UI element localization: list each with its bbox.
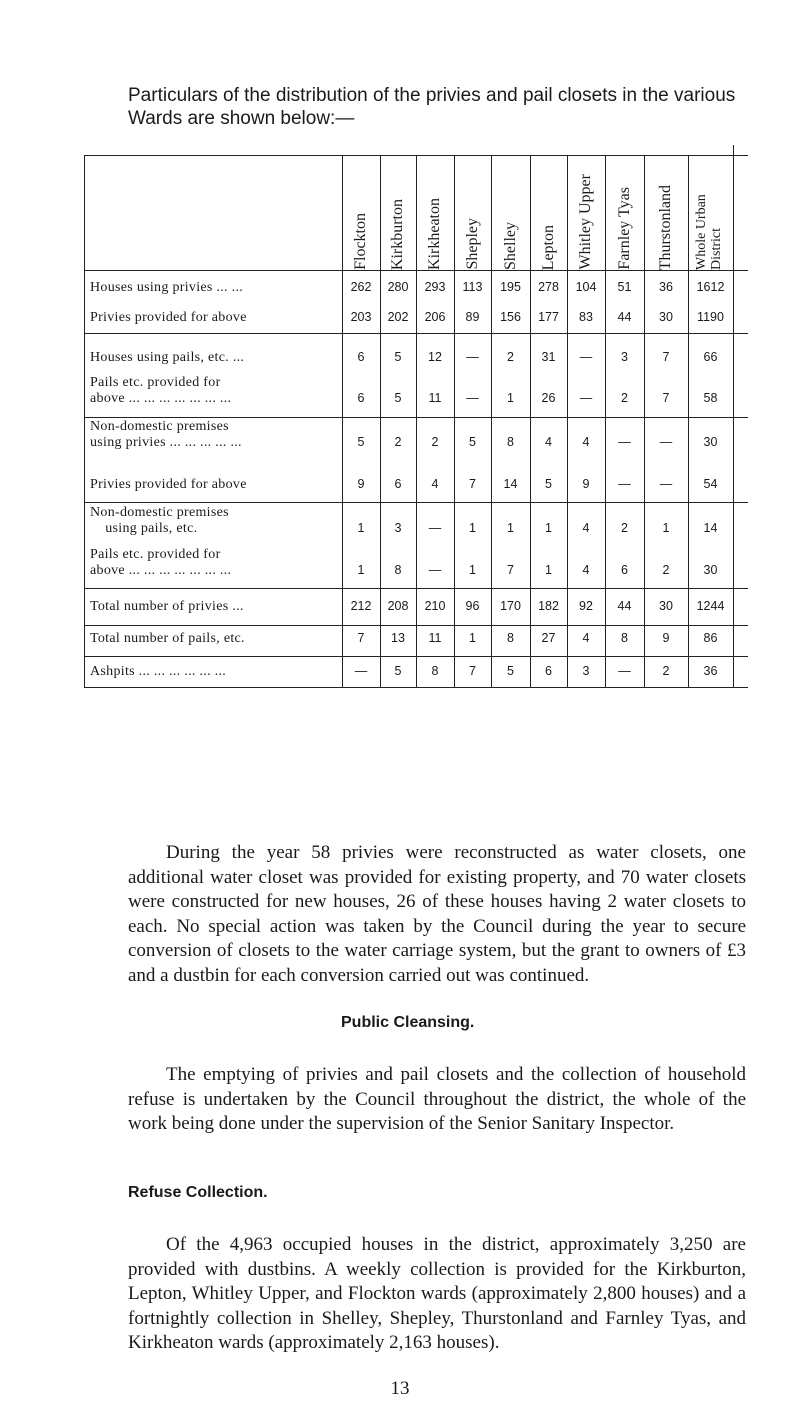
- table-cell: 195: [500, 280, 521, 294]
- group-rule: [84, 625, 748, 626]
- privies-table: [84, 155, 748, 795]
- table-cell: 11: [428, 391, 442, 405]
- table-cell: 1244: [696, 599, 725, 613]
- table-cell: 212: [350, 599, 372, 613]
- column-header: [380, 155, 416, 270]
- row-label: Houses using pails, etc. ...: [90, 350, 245, 365]
- table-cell: 2: [662, 664, 670, 678]
- heading-refuse-collection: Refuse Collection.: [128, 1184, 268, 1201]
- table-cell: 170: [500, 599, 521, 613]
- row-label: Privies provided for above: [90, 310, 247, 325]
- table-cell: 5: [357, 435, 365, 449]
- table-cell: 8: [507, 435, 514, 449]
- group-rule: [84, 333, 748, 334]
- table-cell: 6: [545, 664, 552, 678]
- table-cell: 293: [424, 280, 446, 294]
- table-cell: 1: [507, 521, 514, 535]
- table-cell: 51: [617, 280, 632, 294]
- table-cell: —: [579, 391, 593, 405]
- table-cell: 1: [469, 631, 476, 645]
- table-cell: 4: [582, 435, 590, 449]
- table-cell: 7: [357, 631, 365, 645]
- row-label: Privies provided for above: [90, 477, 247, 492]
- paragraph-reconstruction-text: During the year 58 privies were reconstructed as water closets, one additional water closet was provided for existing property, and 70 water closets were constructed for new houses, 26 of these houses having 2 water closets to each. No special action was taken by the Council during the year to secure conversion of closets to the water carriage system, but the grant to owners of £3 and a dustbin for each conversion carried out was continued.: [128, 842, 746, 986]
- table-cell: 9: [582, 477, 590, 491]
- column-header-label: Farnley Tyas: [615, 187, 633, 270]
- table-cell: 54: [703, 477, 718, 491]
- table-cell: 3: [621, 350, 628, 364]
- table-cell: 1: [662, 521, 670, 535]
- row-label: Pails etc. provided for above ... ... ... ... ... ... ...: [90, 375, 232, 406]
- table-cell: 30: [659, 310, 673, 324]
- table-cell: 36: [659, 280, 673, 294]
- table-cell: 7: [662, 350, 670, 364]
- column-header: [688, 155, 733, 270]
- row-label: Non-domestic premises using privies ... ... ... ... ...: [90, 419, 242, 450]
- table-cell: 104: [575, 280, 597, 294]
- table-cell: 2: [431, 435, 439, 449]
- table-cell: —: [428, 563, 442, 577]
- table-cell: 83: [579, 310, 593, 324]
- table-cell: —: [466, 391, 479, 405]
- table-cell: 5: [469, 435, 476, 449]
- table-cell: 8: [431, 664, 439, 678]
- table-cell: 30: [659, 599, 673, 613]
- column-header: [454, 155, 491, 270]
- table-cell: —: [579, 350, 593, 364]
- column-header: [416, 155, 454, 270]
- table-cell: 96: [465, 599, 480, 613]
- table-cell: 5: [394, 350, 402, 364]
- table-cell: 1: [469, 563, 476, 577]
- table-cell: 7: [507, 563, 514, 577]
- table-cell: 280: [387, 280, 409, 294]
- table-cell: 3: [394, 521, 402, 535]
- table-cell: 1: [507, 391, 514, 405]
- table-cell: 58: [703, 391, 718, 405]
- table-cell: —: [354, 664, 368, 678]
- table-cell: 208: [387, 599, 409, 613]
- paragraph-refuse-collection: [128, 1233, 746, 1356]
- table-cell: 2: [621, 521, 628, 535]
- table-cell: 7: [662, 391, 670, 405]
- paragraph-public-cleansing: [128, 1063, 746, 1137]
- table-cell: 4: [431, 477, 439, 491]
- table-cell: 14: [503, 477, 518, 491]
- header-rule: [84, 270, 748, 271]
- table-cell: 5: [545, 477, 552, 491]
- table-cell: 86: [703, 631, 718, 645]
- table-cell: 177: [538, 310, 559, 324]
- table-left-rule: [84, 155, 85, 687]
- column-header-label: Whitley Upper: [577, 174, 594, 270]
- intro-paragraph: Particulars of the distribution of the privies and pail closets in the various Wards are shown below:—: [128, 85, 736, 129]
- column-header-label: Shelley: [501, 222, 519, 270]
- row-label: Total number of pails, etc.: [90, 631, 245, 646]
- table-cell: 30: [703, 563, 718, 577]
- column-header-label: Kirkheaton: [426, 198, 443, 270]
- row-label: Houses using privies ... ...: [90, 280, 244, 295]
- table-cell: 1612: [696, 280, 725, 294]
- table-cell: 182: [538, 599, 559, 613]
- table-cell: —: [618, 435, 631, 449]
- table-cell: 36: [703, 664, 718, 678]
- column-header: [491, 155, 530, 270]
- column-header: [342, 155, 380, 270]
- table-cell: 26: [541, 391, 556, 405]
- table-cell: 5: [507, 664, 514, 678]
- table-cell: 5: [394, 391, 402, 405]
- table-cell: 8: [621, 631, 628, 645]
- column-rule: [733, 145, 734, 687]
- paragraph-reconstruction: [128, 841, 746, 988]
- row-label: Non-domestic premises using pails, etc.: [90, 505, 229, 536]
- table-cell: 4: [582, 563, 590, 577]
- table-cell: 7: [469, 664, 476, 678]
- row-label: Ashpits ... ... ... ... ... ...: [90, 664, 227, 679]
- paragraph-refuse-collection-text: Of the 4,963 occupied houses in the district, approximately 3,250 are provided with dustbins. A weekly collection is provided for the Kirkburton, Lepton, Whitley Upper, and Flockton wards (approximately 2,800 houses) and a fortnightly collection in Shelley, Shepley, Thurstonland and Farnley Tyas, and Kirkheaton wards (approximately 2,163 houses).: [128, 1234, 746, 1353]
- row-label: Pails etc. provided for above ... ... ... ... ... ... ...: [90, 547, 232, 578]
- table-cell: 206: [424, 310, 446, 324]
- table-cell: 30: [703, 435, 718, 449]
- column-header-label: Shepley: [463, 218, 481, 270]
- table-cell: —: [659, 477, 673, 491]
- table-cell: 6: [394, 477, 402, 491]
- table-cell: —: [618, 477, 631, 491]
- group-rule: [84, 502, 748, 503]
- column-header-label: Whole Urban District: [693, 194, 724, 270]
- table-cell: 5: [394, 664, 402, 678]
- table-cell: 202: [387, 310, 409, 324]
- table-cell: 210: [424, 599, 446, 613]
- column-header-label: Lepton: [539, 224, 557, 270]
- table-cell: 6: [621, 563, 628, 577]
- table-cell: 44: [617, 599, 632, 613]
- table-cell: 9: [662, 631, 670, 645]
- table-cell: 4: [545, 435, 552, 449]
- table-cell: —: [428, 521, 442, 535]
- table-cell: —: [618, 664, 631, 678]
- column-header-label: Thurstonland: [657, 184, 674, 270]
- table-cell: 44: [617, 310, 632, 324]
- table-cell: 1: [545, 563, 552, 577]
- table-cell: 1: [357, 563, 365, 577]
- table-cell: 113: [462, 280, 483, 294]
- table-cell: 2: [394, 435, 402, 449]
- table-cell: 8: [507, 631, 514, 645]
- table-cell: 14: [703, 521, 718, 535]
- table-cell: 278: [538, 280, 559, 294]
- table-cell: 2: [621, 391, 628, 405]
- group-rule: [84, 588, 748, 589]
- table-cell: 66: [703, 350, 718, 364]
- table-cell: —: [659, 435, 673, 449]
- table-cell: 2: [662, 563, 670, 577]
- table-cell: 1190: [697, 310, 724, 324]
- table-cell: 31: [541, 350, 556, 364]
- table-cell: —: [466, 350, 479, 364]
- page-number: 13: [390, 1378, 410, 1399]
- group-rule: [84, 687, 748, 688]
- heading-public-cleansing: Public Cleansing.: [341, 1014, 475, 1031]
- table-cell: 4: [582, 521, 590, 535]
- table-cell: 92: [579, 599, 593, 613]
- table-cell: 1: [469, 521, 476, 535]
- paragraph-public-cleansing-text: The emptying of privies and pail closets and the collection of household refuse is undertaken by the Council throughout the district, the whole of the work being done under the supervision of the Senior Sanitary Inspector.: [128, 1064, 746, 1134]
- table-cell: 11: [428, 631, 442, 645]
- table-cell: 8: [394, 563, 402, 577]
- table-cell: 2: [507, 350, 514, 364]
- column-header-label: Kirkburton: [389, 198, 406, 270]
- table-cell: 89: [465, 310, 480, 324]
- row-label: Total number of privies ...: [90, 599, 244, 614]
- table-cell: 262: [350, 280, 372, 294]
- table-cell: 1: [545, 521, 552, 535]
- table-cell: 1: [357, 521, 365, 535]
- column-header-label: Flockton: [352, 213, 369, 270]
- intro-text: [128, 84, 748, 130]
- table-cell: 9: [357, 477, 365, 491]
- group-rule: [84, 656, 748, 657]
- table-cell: 4: [582, 631, 590, 645]
- table-cell: 12: [428, 350, 442, 364]
- table-cell: 156: [500, 310, 521, 324]
- column-header: [605, 155, 644, 270]
- group-rule: [84, 417, 748, 418]
- table-cell: 6: [357, 350, 365, 364]
- table-cell: 6: [357, 391, 365, 405]
- table-cell: 3: [582, 664, 590, 678]
- table-cell: 27: [541, 631, 556, 645]
- column-header: [567, 155, 605, 270]
- table-cell: 13: [391, 631, 405, 645]
- column-header: [644, 155, 688, 270]
- table-cell: 203: [350, 310, 372, 324]
- table-cell: 7: [469, 477, 476, 491]
- column-header: [530, 155, 567, 270]
